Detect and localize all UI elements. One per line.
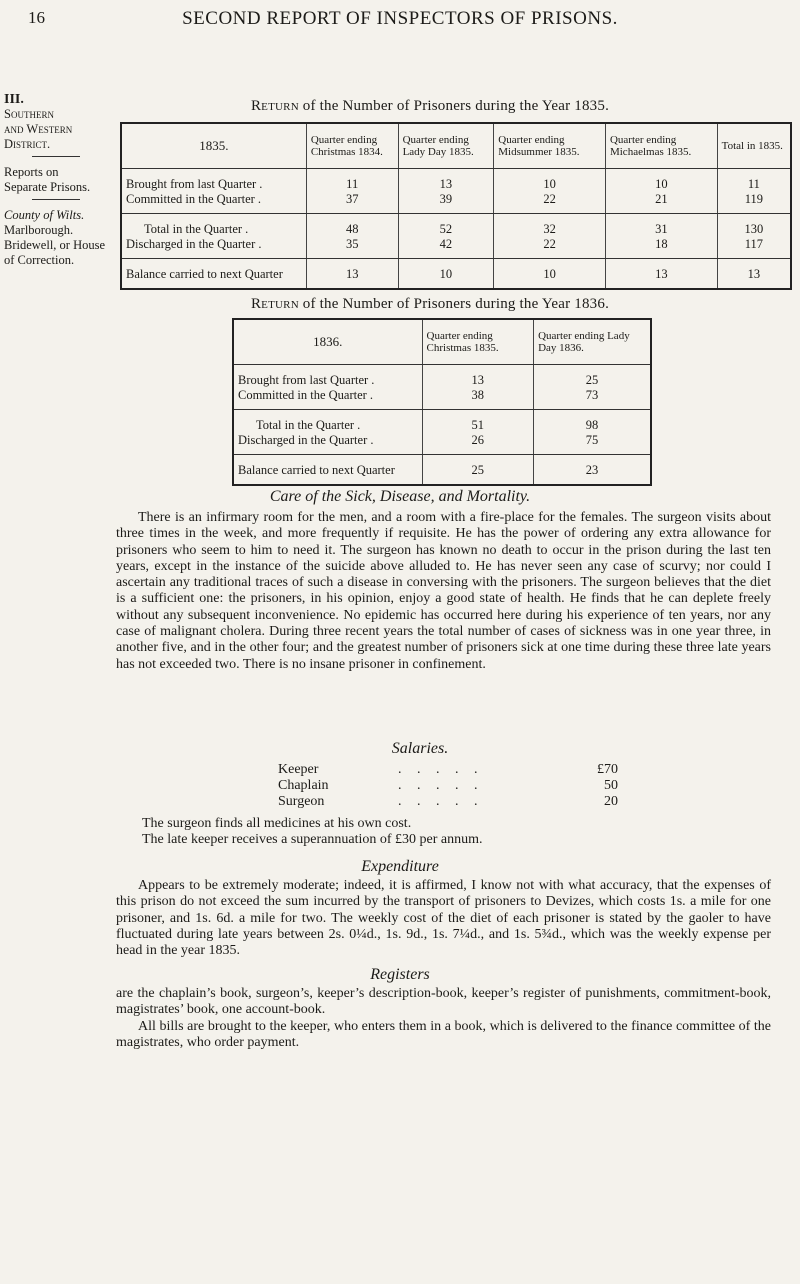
table-cell xyxy=(717,259,791,290)
table-row xyxy=(233,410,651,455)
cell-value: 32 xyxy=(543,222,556,236)
salary-amount: 20 xyxy=(604,794,618,809)
cell-value: 23 xyxy=(585,463,599,477)
table-header-cell: Total in 1835. xyxy=(717,123,791,169)
table-cell xyxy=(306,169,398,214)
salary-amount: 50 xyxy=(604,778,618,793)
sidenote-place-line: Marlborough. xyxy=(4,223,74,237)
salary-row: Keeper . . . . . £70 xyxy=(278,762,618,777)
cell-value: 98 xyxy=(585,418,599,432)
cell-value: 75 xyxy=(585,433,599,447)
table-header-cell: 1836. xyxy=(233,319,422,365)
salary-note: The surgeon finds all medicines at his own cost. xyxy=(142,816,412,831)
cell-value: 35 xyxy=(345,237,359,251)
registers-title: Registers xyxy=(370,966,430,983)
row-label-line: Discharged in the Quarter . xyxy=(238,433,374,447)
expenditure-paragraph xyxy=(116,878,771,959)
cell-value: 48 xyxy=(345,222,359,236)
sidenote-district-line: and Western xyxy=(4,122,73,136)
table-header-cell: 1835. xyxy=(121,123,306,169)
cell-value: 10 xyxy=(543,177,556,191)
cell-value: 22 xyxy=(543,237,556,251)
cell-value: 25 xyxy=(471,463,485,477)
salary-role: Surgeon xyxy=(278,794,325,809)
table-cell xyxy=(398,259,494,290)
row-label xyxy=(233,410,422,455)
cell-value: 11 xyxy=(346,177,359,191)
salaries-title: Salaries. xyxy=(391,740,449,757)
row-label xyxy=(233,455,422,486)
table-header-cell: Quarter ending Christmas 1834. xyxy=(306,123,398,169)
table-1836 xyxy=(232,318,652,486)
running-head: SECOND REPORT OF INSPECTORS OF PRISONS. xyxy=(182,8,618,29)
table-header-cell: Quarter ending Lady Day 1835. xyxy=(398,123,494,169)
salaries-list xyxy=(278,762,638,810)
table-row xyxy=(121,214,791,259)
salary-row: Chaplain . . . . . 50 xyxy=(278,778,618,793)
cell-value: 18 xyxy=(655,237,668,251)
table-cell xyxy=(494,259,606,290)
table-cell xyxy=(605,259,717,290)
salary-row: Surgeon . . . . . 20 xyxy=(278,794,618,809)
row-label-line: Balance carried to next Quarter xyxy=(238,463,395,477)
table-cell xyxy=(534,455,651,486)
table-cell xyxy=(306,259,398,290)
row-label-line: Committed in the Quarter . xyxy=(126,192,262,206)
cell-value: 22 xyxy=(543,192,556,206)
table-cell xyxy=(398,214,494,259)
cell-value: 42 xyxy=(439,237,453,251)
registers-text: are the chaplain’s book, surgeon’s, keeper’s description-book, keeper’s register of punishments, commitment-book, magistrates’ book, one account-book. xyxy=(116,986,771,1018)
sidenote-reports-line: Reports on xyxy=(4,165,59,179)
table-cell xyxy=(605,169,717,214)
cell-value: 37 xyxy=(345,192,359,206)
caption-lead: Return xyxy=(250,98,299,114)
sidenote-rule xyxy=(32,199,80,200)
registers-paragraph xyxy=(116,986,771,1051)
table-cell xyxy=(422,410,534,455)
row-label-line: Committed in the Quarter . xyxy=(238,388,374,402)
cell-value: 119 xyxy=(744,192,763,206)
cell-value: 10 xyxy=(655,177,668,191)
expenditure-title: Expenditure xyxy=(361,858,439,875)
cell-value: 10 xyxy=(439,267,453,281)
table-cell xyxy=(534,365,651,410)
sidenote-place-line: of Correction. xyxy=(4,253,75,267)
table-row xyxy=(121,169,791,214)
sidenote-county: County of Wilts. xyxy=(4,208,85,222)
expenditure-text: Appears to be extremely moderate; indeed, it is affirmed, I know not with what accuracy, that the expenses of this prison do not exceed the sum incurred by the transport of prisoners to Devizes, which costs 1s. a mile for one prisoner, and 1s. 6d. a mile for two. The weekly cost of the diet of each prisoner is stated by the gaoler to have fluctuated during late years between 2s. 0¼d., 1s. 9d., 1s. 7¼d., and 1s. 5¾d., which was the weekly expense per head in the year 1835. xyxy=(116,878,771,959)
cell-value: 31 xyxy=(655,222,668,236)
caption-lead: Return xyxy=(250,296,299,312)
sidenote-place-line: Bridewell, or House xyxy=(4,238,106,252)
row-label-line: Total in the Quarter . xyxy=(256,418,361,432)
row-label xyxy=(233,365,422,410)
row-label xyxy=(121,259,306,290)
cell-value: 13 xyxy=(471,373,485,387)
cell-value: 52 xyxy=(439,222,453,236)
cell-value: 13 xyxy=(345,267,359,281)
cell-value: 130 xyxy=(744,222,764,236)
table-1836-caption xyxy=(0,296,800,313)
table-cell xyxy=(306,214,398,259)
sidenote-reports-line: Separate Prisons. xyxy=(4,180,91,194)
care-title: Care of the Sick, Disease, and Mortality. xyxy=(269,488,531,505)
sidenote-section: III. xyxy=(4,92,24,107)
care-text: There is an infirmary room for the men, and a room with a fire-place for the females. The surgeon visits about three times in the week, and more frequently if requisite. He has the power of ordering any extra allowance for prisoners who seem to him to need it. The surgeon has known no death to occur in the prison during the last ten years, except in the instance of the suicide above alluded to. He has never seen any case of scurvy; nor could I ascertain any traditional traces of such a disease in conversing with the prisoners. The surgeon believes that the diet is a sufficient one: the prisoners, in his opinion, enjoy a good state of health. He finds that he can deplete freely without any subsequent inconvenience. No epidemic has occurred here during his experience of ten years, nor any case of malignant cholera. During three recent years the total number of cases of sickness was in one year three, in another five, and in the other four; and the greatest number of prisoners sick at one time during these three late years has not exceeded two. There is no insane prisoner in confinement. xyxy=(116,510,771,672)
table-cell xyxy=(398,169,494,214)
cell-value: 38 xyxy=(471,388,485,402)
table-header-cell: Quarter ending Lady Day 1836. xyxy=(534,319,651,365)
caption-rest: of the Number of Prisoners during the Year 1836. xyxy=(298,296,610,312)
table-cell xyxy=(494,214,606,259)
row-label-line: Total in the Quarter . xyxy=(144,222,249,236)
table-header-cell: Quarter ending Michaelmas 1835. xyxy=(605,123,717,169)
table-cell xyxy=(422,365,534,410)
salary-role: Keeper xyxy=(278,762,319,777)
caption-rest: of the Number of Prisoners during the Year 1835. xyxy=(298,98,610,114)
cell-value: 51 xyxy=(471,418,485,432)
cell-value: 73 xyxy=(585,388,599,402)
table-cell xyxy=(494,169,606,214)
row-label xyxy=(121,214,306,259)
sidenote-district-line: District. xyxy=(4,137,51,151)
cell-value: 21 xyxy=(655,192,668,206)
row-label-line: Balance carried to next Quarter xyxy=(126,267,283,281)
cell-value: 26 xyxy=(471,433,485,447)
table-row xyxy=(233,365,651,410)
table-header-cell: Quarter ending Midsummer 1835. xyxy=(494,123,606,169)
salaries-notes xyxy=(142,816,762,849)
table-cell xyxy=(422,455,534,486)
row-label-line: Brought from last Quarter . xyxy=(126,177,263,191)
table-cell xyxy=(717,169,791,214)
row-label xyxy=(121,169,306,214)
table-cell xyxy=(605,214,717,259)
table-header-cell: Quarter ending Christmas 1835. xyxy=(422,319,534,365)
table-1835 xyxy=(120,122,792,290)
cell-value: 25 xyxy=(585,373,599,387)
sidenote-district-line: Southern xyxy=(4,107,54,121)
salary-role: Chaplain xyxy=(278,778,329,793)
cell-value: 13 xyxy=(655,267,668,281)
table-cell xyxy=(717,214,791,259)
table-header-row xyxy=(233,319,651,365)
table-cell xyxy=(534,410,651,455)
cell-value: 117 xyxy=(744,237,763,251)
sidenote-rule xyxy=(32,156,80,157)
cell-value: 13 xyxy=(439,177,453,191)
care-paragraph xyxy=(116,510,771,673)
row-label-line: Brought from last Quarter . xyxy=(238,373,375,387)
cell-value: 11 xyxy=(747,177,760,191)
sidenote xyxy=(4,92,116,268)
cell-value: 13 xyxy=(747,267,761,281)
page-number: 16 xyxy=(28,8,45,27)
row-label-line: Discharged in the Quarter . xyxy=(126,237,262,251)
cell-value: 10 xyxy=(543,267,556,281)
table-row xyxy=(121,259,791,290)
cell-value: 39 xyxy=(439,192,453,206)
table-header-row xyxy=(121,123,791,169)
salary-note: The late keeper receives a superannuation of £30 per annum. xyxy=(142,832,483,848)
salary-amount: £70 xyxy=(597,762,618,777)
registers-text: All bills are brought to the keeper, who enters them in a book, which is delivered to the finance committee of the magistrates, who order payment. xyxy=(116,1018,771,1050)
table-1835-caption xyxy=(0,98,800,115)
table-row xyxy=(233,455,651,486)
